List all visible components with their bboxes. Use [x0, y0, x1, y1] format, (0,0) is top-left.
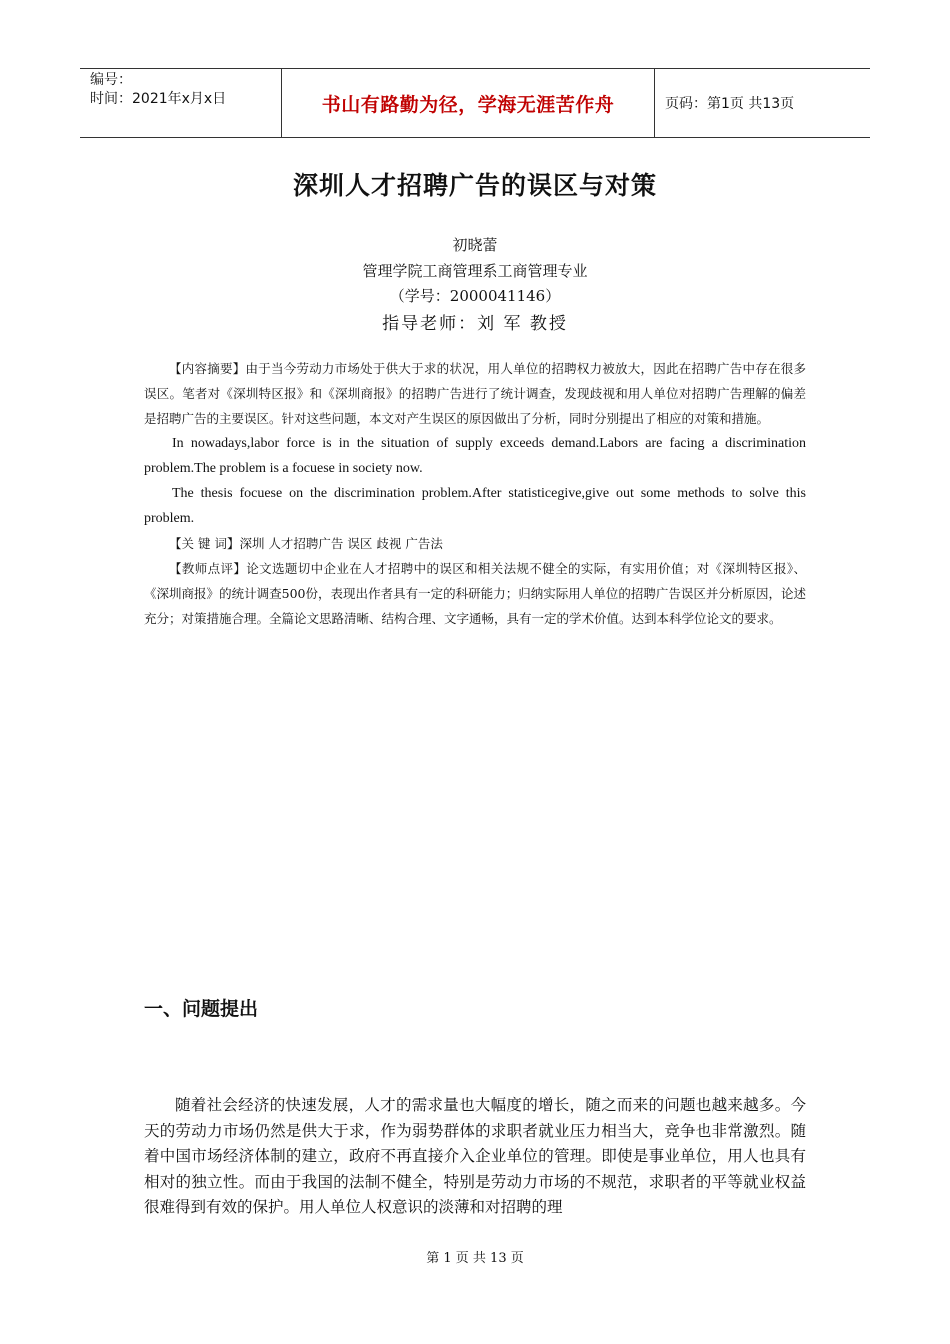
teacher-comment: 【教师点评】论文选题切中企业在人才招聘中的误区和相关法规不健全的实际，有实用价值；对《深圳特区报》、《深圳商报》的统计调查500份，表现出作者具有一定的科研能力；归纳实际用人单位的招聘广告误区并分析原因，论述充分；对策措施合理。全篇论文思路清晰、结构合理、文字通畅，具有一定的学术价值。达到本科学位论文的要求。: [144, 561, 806, 626]
page-footer: 第 1 页 共 13 页: [426, 1251, 524, 1266]
author-name: 初晓蕾: [452, 236, 498, 254]
section-heading: 一、问题提出: [144, 998, 259, 1020]
abstract-block: [144, 356, 806, 631]
header-motto-cell: [281, 69, 655, 137]
advisor: 指导老师：刘 军 教授: [382, 314, 568, 334]
department: 管理学院工商管理系工商管理专业: [362, 262, 588, 280]
time-label: 时间：2021年x月x日: [90, 91, 227, 107]
section-body: [144, 1093, 806, 1221]
body-paragraph: 随着社会经济的快速发展，人才的需求量也大幅度的增长，随之而来的问题也越来越多。今天的劳动力市场仍然是供大于求，作为弱势群体的求职者就业压力相当大，竞争也非常激烈。随着中国市场经济体制的建立，政府不再直接介入企业单位的管理。即使是事业单位，用人也具有相对的独立性。而由于我国的法制不健全，特别是劳动力市场的不规范，求职者的平等就业权益很难得到有效的保护。用人单位人权意识的淡薄和对招聘的理: [144, 1096, 806, 1216]
motto-text: 书山有路勤为径，学海无涯苦作舟: [321, 93, 615, 116]
number-label: 编号：: [90, 72, 132, 88]
header-page-cell: [655, 69, 870, 137]
abstract-cn: 【内容摘要】由于当今劳动力市场处于供大于求的状况，用人单位的招聘权力被放大，因此在招聘广告中存在很多误区。笔者对《深圳特区报》和《深圳商报》的招聘广告进行了统计调查，发现歧视和用人单位对招聘广告理解的偏差是招聘广告的主要误区。针对这些问题，本文对产生误区的原因做出了分析，同时分别提出了相应的对策和措施。: [144, 361, 806, 426]
abstract-en-1: In nowadays,labor force is in the situation of supply exceeds demand.Labors are facing a discrimination problem.The problem is a focuese in society now.: [144, 436, 806, 476]
header-table: [80, 68, 870, 138]
document-title: 深圳人才招聘广告的误区与对策: [292, 171, 657, 200]
student-id: （学号：2000041146）: [389, 287, 561, 305]
page-info: 页码：第1页 共13页: [665, 96, 795, 112]
abstract-en-2: The thesis focuese on the discrimination problem.After statisticegive,give out some methods to solve this problem.: [144, 486, 806, 526]
keywords: 【关 键 词】深圳 人才招聘广告 误区 歧视 广告法: [169, 536, 443, 551]
header-meta-cell: [80, 69, 281, 137]
